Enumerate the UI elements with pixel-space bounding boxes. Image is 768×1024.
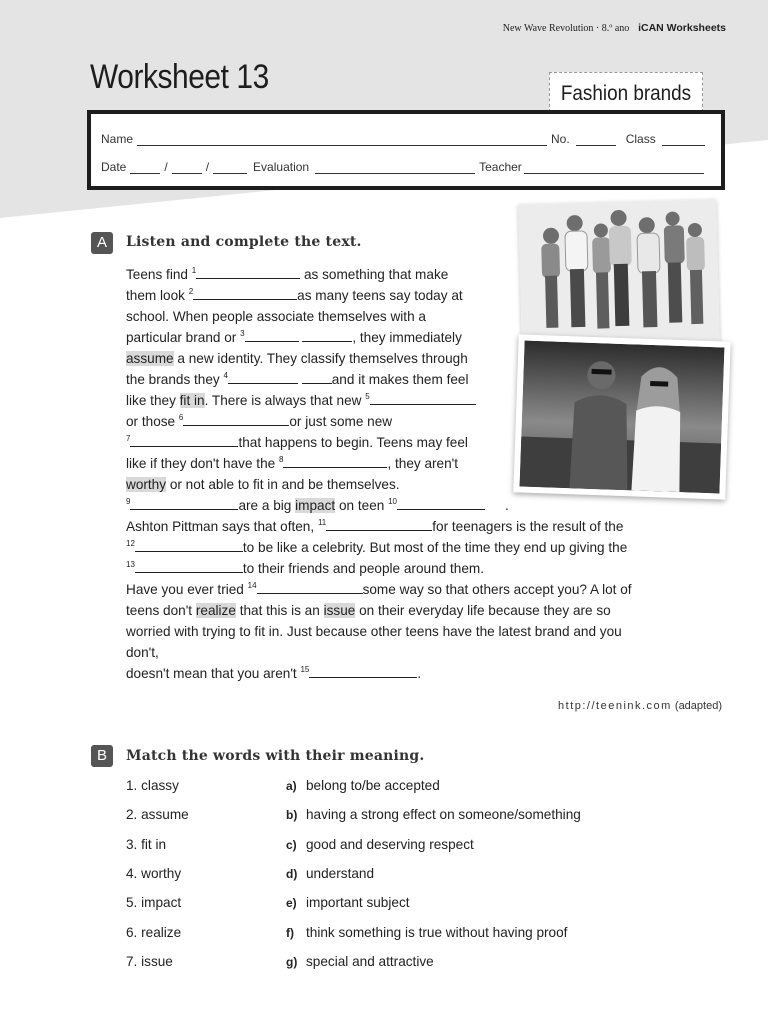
- section-a-badge: A: [91, 232, 113, 254]
- gap-number: 15: [300, 665, 310, 674]
- meaning-text: having a strong effect on someone/something: [306, 807, 581, 822]
- passage-line: [126, 558, 632, 579]
- source-url: http://teenink.com: [558, 700, 672, 712]
- word-item: [126, 778, 266, 793]
- gap-7-blank[interactable]: [130, 432, 238, 447]
- passage-text: on teen: [335, 498, 389, 513]
- meaning-item: [286, 895, 646, 910]
- passage-line: [126, 600, 632, 621]
- gap-number: 2: [188, 287, 194, 296]
- passage-text: like they: [126, 393, 180, 408]
- class-field[interactable]: [662, 133, 705, 146]
- highlighted-word-realize: realize: [195, 603, 236, 618]
- date-day-field[interactable]: [130, 161, 160, 174]
- gap-11-blank[interactable]: [326, 516, 432, 531]
- meaning-letter: d): [286, 867, 298, 881]
- gap-5-blank[interactable]: [370, 390, 476, 405]
- word-text: realize: [141, 924, 182, 940]
- word-text: worthy: [141, 866, 182, 881]
- gap-4-blank[interactable]: [228, 369, 298, 384]
- evaluation-field[interactable]: [315, 161, 475, 174]
- passage-text: that happens to begin. Teens may feel: [238, 435, 468, 450]
- passage-text: , they immediately: [352, 330, 462, 345]
- gap-8-blank[interactable]: [283, 453, 387, 468]
- passage-text: .: [505, 498, 509, 513]
- meaning-item: [286, 866, 646, 881]
- topic-label: Fashion brands: [560, 82, 692, 105]
- passage-text: or those: [126, 414, 179, 429]
- meaning-text: good and deserving respect: [306, 836, 474, 852]
- passage-text: the brands they: [126, 372, 224, 387]
- word-number: 4.: [126, 866, 138, 881]
- gap-number: 8: [278, 455, 284, 464]
- page-title: Worksheet 13: [90, 58, 269, 96]
- passage-text: them look: [126, 288, 189, 303]
- gap-12-blank[interactable]: [135, 537, 243, 552]
- passage-line: [126, 579, 632, 600]
- word-item: [126, 895, 266, 910]
- word-number: 5.: [126, 895, 138, 910]
- passage-text: .: [417, 666, 422, 681]
- passage-line: [126, 306, 632, 327]
- passage-line: [126, 348, 632, 369]
- passage-line: [126, 327, 632, 348]
- date-month-field[interactable]: [172, 161, 202, 174]
- meaning-letter: g): [286, 954, 298, 969]
- passage-text: worried with trying to fit in. Just because other teens have the latest brand and you: [126, 624, 622, 639]
- section-a-title: Listen and complete the text.: [126, 234, 362, 250]
- meaning-text: important subject: [306, 895, 410, 910]
- meaning-letter: e): [286, 896, 297, 910]
- date-separator: /: [164, 160, 168, 174]
- source-credit: [558, 700, 722, 712]
- highlighted-word-impact: impact: [295, 498, 336, 513]
- gap-number: 13: [126, 560, 135, 569]
- meaning-item: [286, 807, 646, 822]
- meaning-text: special and attractive: [306, 953, 434, 969]
- passage-text: doesn't mean that you aren't: [126, 666, 301, 681]
- gap-number: 6: [178, 413, 184, 422]
- gap-number: 10: [388, 497, 398, 506]
- passage-text: or just some new: [289, 414, 393, 429]
- meaning-item: [286, 837, 646, 852]
- passage-line: [126, 663, 632, 684]
- word-number: 6.: [126, 924, 138, 940]
- passage-text: Teens find: [126, 267, 192, 282]
- topic-tab: [549, 72, 703, 112]
- highlighted-word-assume: assume: [126, 351, 174, 366]
- name-field[interactable]: [137, 133, 547, 146]
- passage-text: like if they don't have the: [126, 456, 279, 471]
- passage-line: [126, 411, 632, 432]
- meaning-letter: f): [286, 925, 294, 940]
- word-item: [126, 925, 266, 940]
- passage-line: [126, 495, 632, 516]
- passage-text: school. When people associate themselves with a: [126, 309, 426, 324]
- word-text: classy: [141, 778, 179, 793]
- passage-text: . There is always that new: [204, 393, 366, 408]
- passage-text: that this is an: [235, 603, 324, 618]
- word-item: [126, 837, 266, 852]
- date-year-field[interactable]: [213, 161, 247, 174]
- word-item: [126, 866, 266, 881]
- series-name: New Wave Revolution · 8.º ano: [502, 23, 630, 34]
- passage-text: as something that make: [300, 267, 449, 282]
- passage-line: [126, 264, 632, 285]
- brand-name: iCAN Worksheets: [638, 22, 726, 34]
- gap-2-blank[interactable]: [193, 285, 297, 300]
- passage-text: don't,: [126, 645, 159, 660]
- passage-text: particular brand or: [126, 330, 241, 345]
- gap-number: 14: [247, 581, 257, 590]
- meaning-letter: c): [286, 837, 297, 852]
- meaning-text: belong to/be accepted: [306, 778, 440, 793]
- passage-line: [126, 474, 632, 495]
- passage-line: [126, 537, 632, 558]
- date-label: Date: [101, 160, 127, 174]
- gap-1-blank[interactable]: [196, 264, 300, 279]
- passage-text: for teenagers is the result of the: [432, 519, 624, 534]
- passage-line: [126, 453, 632, 474]
- word-number: 2.: [126, 807, 138, 822]
- class-label: Class: [625, 132, 656, 146]
- section-b-title: Match the words with their meaning.: [126, 748, 425, 764]
- gap-15-blank[interactable]: [309, 663, 417, 678]
- word-number: 7.: [126, 953, 138, 969]
- listening-passage: [126, 264, 632, 684]
- word-item: [126, 807, 266, 822]
- word-number: 1.: [126, 778, 138, 793]
- meaning-letter: a): [286, 779, 297, 793]
- form-row-1: [101, 132, 709, 146]
- passage-text: are a big: [238, 498, 296, 513]
- passage-text: , they aren't: [387, 456, 459, 471]
- number-field[interactable]: [576, 133, 616, 146]
- passage-text: teens don't: [126, 603, 196, 618]
- evaluation-label: Evaluation: [253, 160, 310, 174]
- number-label: No.: [551, 132, 570, 146]
- meaning-item: [286, 954, 646, 969]
- gap-14-blank[interactable]: [257, 579, 363, 594]
- student-info-form: [87, 110, 725, 190]
- passage-text: to be like a celebrity. But most of the time they end up giving the: [242, 540, 628, 555]
- gap-number: 7: [126, 434, 131, 443]
- passage-text: on their everyday life because they are so: [355, 603, 611, 618]
- passage-text: or not able to fit in and be themselves.: [166, 477, 400, 492]
- gap-13-blank[interactable]: [135, 558, 243, 573]
- passage-text: a new identity. They classify themselves through: [173, 351, 468, 366]
- gap-3-blank[interactable]: [245, 327, 299, 342]
- passage-line: [126, 432, 632, 453]
- gap-number: 11: [317, 518, 327, 527]
- gap-4-blank-extension[interactable]: [302, 369, 332, 384]
- highlighted-word-issue: issue: [323, 603, 356, 618]
- gap-number: 5: [365, 392, 370, 401]
- gap-3-blank-extension[interactable]: [302, 327, 352, 342]
- teacher-field[interactable]: [524, 161, 704, 174]
- passage-line: [126, 285, 632, 306]
- passage-line: [126, 516, 632, 537]
- word-number: 3.: [126, 836, 138, 852]
- series-header: [503, 22, 726, 34]
- passage-text: Have you ever tried: [126, 582, 248, 597]
- passage-line: [126, 369, 632, 390]
- passage-text: and it makes them feel: [331, 372, 469, 387]
- passage-text: as many teens say today at: [297, 288, 463, 303]
- teacher-label: Teacher: [479, 160, 522, 174]
- passage-line: [126, 390, 632, 411]
- word-text: impact: [141, 895, 182, 910]
- passage-text: some way so that others accept you? A lot of: [362, 582, 632, 597]
- gap-number: 1: [191, 266, 197, 275]
- meaning-text: understand: [306, 866, 375, 881]
- form-row-2: [101, 160, 708, 174]
- word-text: issue: [141, 953, 173, 969]
- gap-number: 12: [126, 539, 135, 548]
- source-note: (adapted): [674, 700, 722, 712]
- passage-text: to their friends and people around them.: [242, 561, 484, 576]
- word-text: assume: [141, 807, 189, 822]
- meaning-letter: b): [286, 808, 298, 822]
- meaning-item: [286, 778, 646, 793]
- passage-line: [126, 621, 632, 642]
- passage-line: [126, 642, 632, 663]
- word-item: [126, 954, 266, 969]
- gap-10-blank[interactable]: [397, 495, 485, 510]
- meaning-text: think something is true without having proof: [306, 924, 568, 940]
- meaning-item: [286, 925, 646, 940]
- name-label: Name: [101, 132, 134, 146]
- gap-number: 4: [223, 371, 228, 380]
- highlighted-word-worthy: worthy: [126, 477, 167, 492]
- date-separator: /: [205, 160, 210, 174]
- word-text: fit in: [141, 836, 167, 852]
- passage-text: Ashton Pittman says that often,: [126, 519, 318, 534]
- gap-number: 3: [240, 329, 245, 338]
- section-b-badge: B: [91, 745, 113, 767]
- gap-6-blank[interactable]: [183, 411, 289, 426]
- gap-9-blank[interactable]: [130, 495, 238, 510]
- highlighted-word-fit-in: fit in: [179, 393, 205, 408]
- gap-number: 9: [126, 497, 131, 506]
